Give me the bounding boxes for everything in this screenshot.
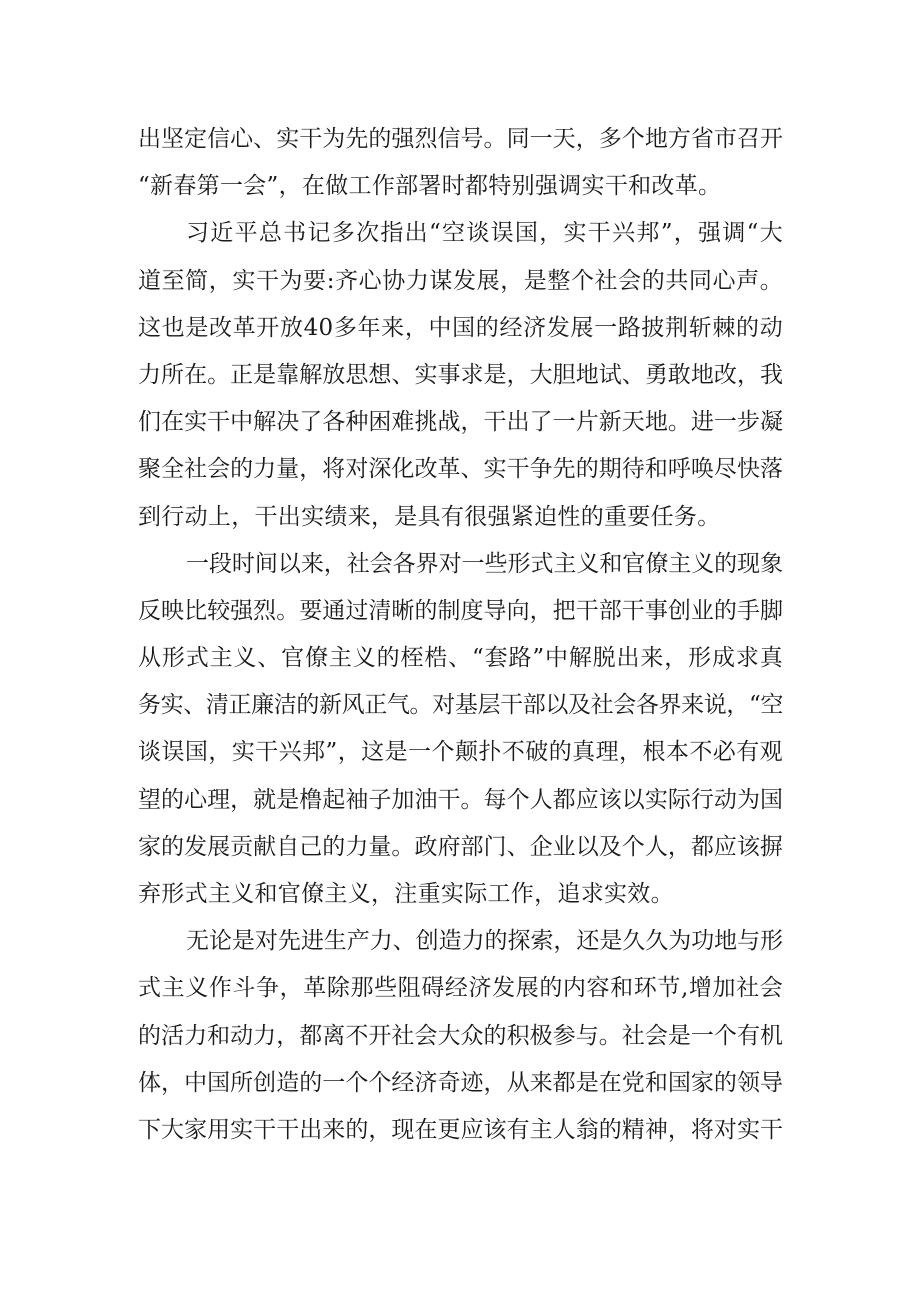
text-line: 式主义作斗争，革除那些阻碍经济发展的内容和环节,增加社会 (138, 975, 783, 1002)
text-line: 的活力和动力，都离不开社会大众的积极参与。社会是一个有机 (138, 1022, 783, 1049)
text-line: 无论是对先进生产力、创造力的探索，还是久久为功地与形 (186, 928, 783, 955)
text-line: 体，中国所创造的一个个经济奇迹，从来都是在党和国家的领导 (138, 1069, 783, 1096)
text-line: 聚全社会的力量，将对深化改革、实干争先的期待和呼唤尽快落 (138, 456, 783, 483)
text-line: 家的发展贡献自己的力量。政府部门、企业以及个人，都应该摒 (138, 833, 783, 860)
text-line: 谈误国，实干兴邦”，这是一个颠扑不破的真理，根本不必有观 (138, 739, 783, 766)
text-line: 们在实干中解决了各种困难挑战，干出了一片新天地。进一步凝 (138, 409, 783, 436)
text-line: 弃形式主义和官僚主义，注重实际工作，追求实效。 (138, 881, 674, 907)
document-body (138, 116, 783, 1154)
text-line: 反映比较强烈。要通过清晰的制度导向，把干部干事创业的手脚 (138, 597, 783, 624)
text-line: “新春第一会”，在做工作部署时都特别强调实干和改革。 (138, 173, 722, 200)
text-line: 务实、清正廉洁的新风正气。对基层干部以及社会各界来说，“空 (138, 692, 783, 719)
text-line: 道至简，实干为要:齐心协力谋发展，是整个社会的共同心声。 (138, 267, 783, 294)
text-line: 到行动上，干出实绩来，是具有很强紧迫性的重要任务。 (138, 503, 721, 530)
text-line: 下大家用实干干出来的，现在更应该有主人翁的精神，将对实干 (138, 1116, 783, 1143)
text-line: 出坚定信心、实干为先的强烈信号。同一天，多个地方省市召开 (138, 126, 783, 152)
text-line: 从形式主义、官僚主义的桎梏、“套路”中解脱出来，形成求真 (138, 645, 783, 672)
text-line: 一段时间以来，社会各界对一些形式主义和官僚主义的现象 (186, 550, 783, 577)
text-line: 这也是改革开放40多年来，中国的经济发展一路披荆斩棘的动 (138, 314, 783, 341)
text-line: 望的心理，就是橹起袖子加油干。每个人都应该以实际行动为国 (138, 786, 783, 813)
text-line: 力所在。正是靠解放思想、实事求是，大胆地试、勇敢地改，我 (138, 361, 783, 388)
text-line: 习近平总书记多次指出“空谈误国，实干兴邦”，强调“大 (186, 220, 783, 247)
